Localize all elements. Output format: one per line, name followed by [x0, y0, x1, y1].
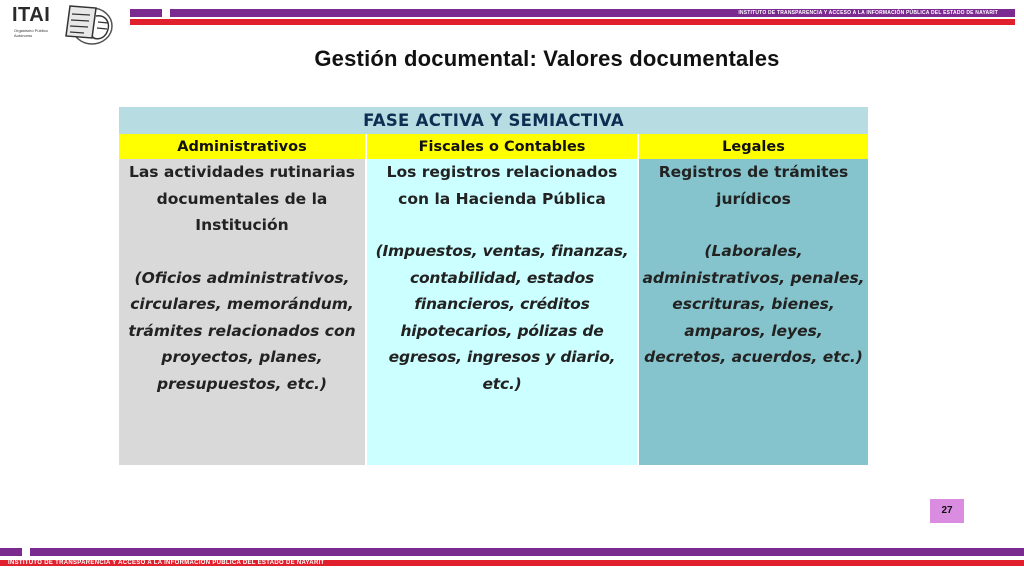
header-accent-bar: [130, 9, 162, 17]
footer-accent-bar: [0, 548, 22, 556]
content-row: [119, 159, 868, 465]
itai-logo: [8, 2, 118, 46]
document-icon: [62, 2, 118, 46]
cell-main-text: Registros de trámites jurídicos: [658, 163, 849, 208]
header-red-bar: [130, 19, 1015, 25]
footer-institute-text: INSTITUTO DE TRANSPARENCIA Y ACCESO A LA INFORMACIÓN PÚBLICA DEL ESTADO DE NAYARIT: [8, 560, 325, 566]
phase-row: [119, 107, 868, 134]
cell-main-text: Las actividades rutinarias documentales de la Institución: [128, 163, 356, 234]
footer-bar: [30, 548, 1024, 556]
cell-main-text: Los registros relacionados con la Hacienda Pública: [386, 163, 618, 208]
cell-detail-text: (Laborales, administrativos, penales, escrituras, bienes, amparos, leyes, decretos, acuerdos, etc.): [642, 242, 865, 366]
page-title: Gestión documental: Valores documentales: [314, 46, 780, 71]
column-header-fiscales: Fiscales o Contables: [366, 134, 638, 159]
phase-heading: FASE ACTIVA Y SEMIACTIVA: [119, 107, 868, 134]
cell-detail-text: (Impuestos, ventas, finanzas, contabilidad, estados financieros, créditos hipotecarios, pólizas de egresos, ingresos y diario, etc.): [375, 242, 629, 393]
logo-text: ITAI: [12, 4, 51, 26]
header-institute-text: INSTITUTO DE TRANSPARENCIA Y ACCESO A LA INFORMACIÓN PÚBLICA DEL ESTADO DE NAYARIT: [738, 10, 998, 16]
column-header-row: [119, 134, 868, 159]
cell-fiscales: [366, 159, 638, 465]
document-values-table: [119, 107, 868, 465]
logo-subtitle: Organismo Público Autónomo: [14, 28, 48, 38]
column-header-legales: Legales: [638, 134, 868, 159]
page-number-badge: 27: [930, 499, 964, 523]
cell-administrativos: [119, 159, 366, 465]
cell-legales: [638, 159, 868, 465]
cell-detail-text: (Oficios administrativos, circulares, memorándum, trámites relacionados con proyectos, planes, presupuestos, etc.): [128, 268, 356, 393]
column-header-administrativos: Administrativos: [119, 134, 366, 159]
